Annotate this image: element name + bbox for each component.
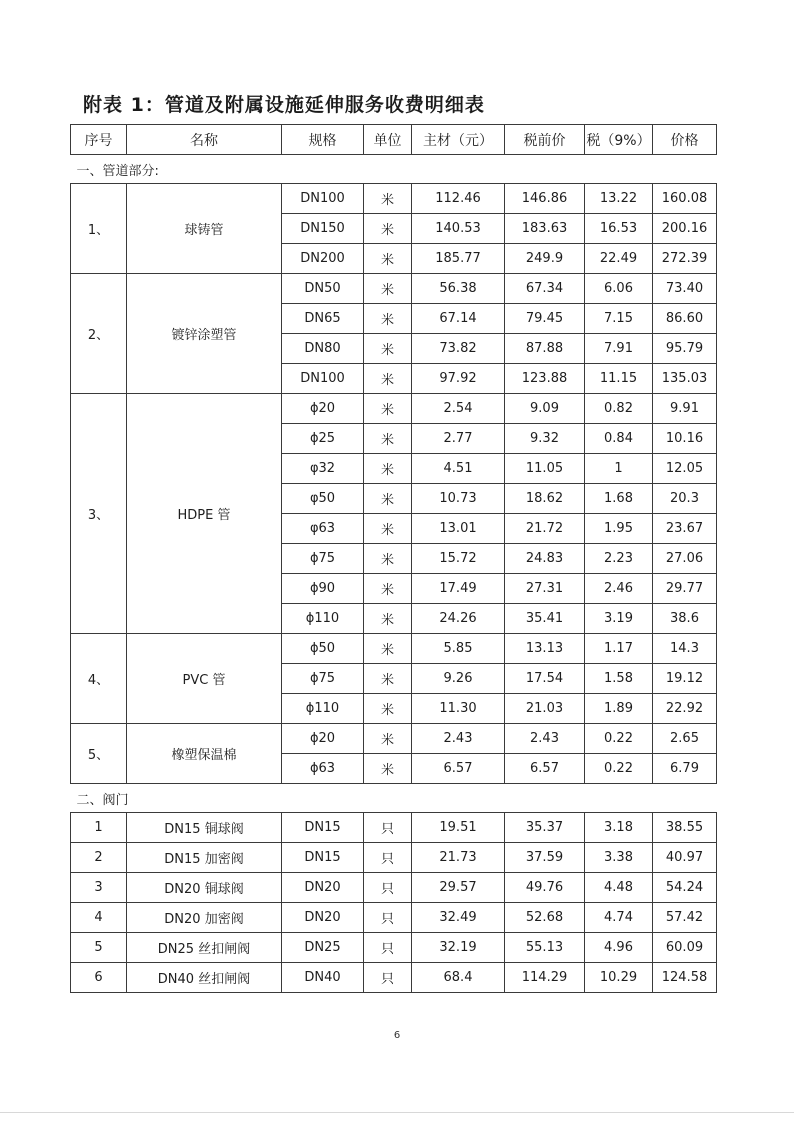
table-row — [71, 963, 717, 993]
cell-spec: DN100 — [282, 364, 364, 394]
header-tax: 税（9%） — [585, 125, 653, 155]
cell-price: 135.03 — [653, 364, 717, 394]
cell-price: 86.60 — [653, 304, 717, 334]
cell-pretax: 9.32 — [505, 424, 585, 454]
cell-unit: 米 — [364, 454, 412, 484]
cell-price: 27.06 — [653, 544, 717, 574]
cell-material: 17.49 — [412, 574, 505, 604]
cell-pretax: 35.37 — [505, 813, 585, 843]
cell-price: 14.3 — [653, 634, 717, 664]
cell-spec: ϕ20 — [282, 394, 364, 424]
table-row — [71, 634, 717, 664]
cell-pretax: 21.03 — [505, 694, 585, 724]
cell-name: DN20 铜球阀 — [127, 873, 282, 903]
cell-pretax: 21.72 — [505, 514, 585, 544]
cell-material: 9.26 — [412, 664, 505, 694]
cell-unit: 米 — [364, 634, 412, 664]
cell-tax: 4.74 — [585, 903, 653, 933]
cell-price: 95.79 — [653, 334, 717, 364]
cell-price: 12.05 — [653, 454, 717, 484]
cell-spec: φ32 — [282, 454, 364, 484]
cell-pretax: 13.13 — [505, 634, 585, 664]
cell-unit: 米 — [364, 574, 412, 604]
cell-unit: 米 — [364, 184, 412, 214]
cell-material: 15.72 — [412, 544, 505, 574]
cell-material: 11.30 — [412, 694, 505, 724]
cell-price: 29.77 — [653, 574, 717, 604]
section-title-valves: 二、阀门 — [71, 784, 717, 813]
cell-tax: 7.91 — [585, 334, 653, 364]
group-number: 1、 — [71, 184, 127, 274]
cell-unit: 米 — [364, 604, 412, 634]
group-name: 橡塑保温棉 — [127, 724, 282, 784]
cell-material: 10.73 — [412, 484, 505, 514]
cell-tax: 3.18 — [585, 813, 653, 843]
cell-name: DN25 丝扣闸阀 — [127, 933, 282, 963]
cell-tax: 11.15 — [585, 364, 653, 394]
cell-name: DN15 加密阀 — [127, 843, 282, 873]
header-seq: 序号 — [71, 125, 127, 155]
cell-spec: DN100 — [282, 184, 364, 214]
cell-seq: 2 — [71, 843, 127, 873]
cell-spec: ϕ63 — [282, 754, 364, 784]
cell-spec: ϕ110 — [282, 604, 364, 634]
group-name: HDPE 管 — [127, 394, 282, 634]
cell-tax: 4.96 — [585, 933, 653, 963]
cell-pretax: 67.34 — [505, 274, 585, 304]
cell-tax: 1.95 — [585, 514, 653, 544]
cell-price: 2.65 — [653, 724, 717, 754]
cell-pretax: 9.09 — [505, 394, 585, 424]
cell-pretax: 6.57 — [505, 754, 585, 784]
cell-price: 160.08 — [653, 184, 717, 214]
cell-unit: 只 — [364, 903, 412, 933]
cell-tax: 6.06 — [585, 274, 653, 304]
cell-unit: 米 — [364, 484, 412, 514]
cell-pretax: 35.41 — [505, 604, 585, 634]
cell-tax: 7.15 — [585, 304, 653, 334]
cell-unit: 米 — [364, 664, 412, 694]
cell-tax: 16.53 — [585, 214, 653, 244]
cell-price: 54.24 — [653, 873, 717, 903]
cell-unit: 米 — [364, 274, 412, 304]
cell-seq: 4 — [71, 903, 127, 933]
group-number: 4、 — [71, 634, 127, 724]
cell-tax: 1 — [585, 454, 653, 484]
table-row — [71, 184, 717, 214]
cell-spec: ϕ110 — [282, 694, 364, 724]
cell-price: 38.6 — [653, 604, 717, 634]
cell-unit: 只 — [364, 813, 412, 843]
cell-tax: 2.46 — [585, 574, 653, 604]
cell-pretax: 55.13 — [505, 933, 585, 963]
cell-tax: 3.19 — [585, 604, 653, 634]
cell-price: 124.58 — [653, 963, 717, 993]
cell-pretax: 49.76 — [505, 873, 585, 903]
cell-pretax: 79.45 — [505, 304, 585, 334]
group-name: 镀锌涂塑管 — [127, 274, 282, 394]
cell-spec: DN40 — [282, 963, 364, 993]
cell-spec: φ50 — [282, 484, 364, 514]
cell-spec: DN15 — [282, 813, 364, 843]
cell-pretax: 17.54 — [505, 664, 585, 694]
table-body — [71, 125, 717, 993]
cell-material: 2.43 — [412, 724, 505, 754]
cell-unit: 米 — [364, 724, 412, 754]
cell-material: 2.54 — [412, 394, 505, 424]
section-row — [71, 784, 717, 813]
cell-pretax: 123.88 — [505, 364, 585, 394]
group-name: PVC 管 — [127, 634, 282, 724]
cell-tax: 0.82 — [585, 394, 653, 424]
cell-seq: 1 — [71, 813, 127, 843]
cell-unit: 米 — [364, 514, 412, 544]
cell-price: 6.79 — [653, 754, 717, 784]
cell-material: 6.57 — [412, 754, 505, 784]
cell-tax: 1.17 — [585, 634, 653, 664]
cell-spec: DN20 — [282, 873, 364, 903]
cell-spec: ϕ25 — [282, 424, 364, 454]
section-title-pipes: 一、管道部分: — [71, 155, 717, 184]
cell-unit: 米 — [364, 694, 412, 724]
cell-price: 22.92 — [653, 694, 717, 724]
cell-price: 73.40 — [653, 274, 717, 304]
cell-price: 10.16 — [653, 424, 717, 454]
cell-material: 32.19 — [412, 933, 505, 963]
cell-tax: 0.84 — [585, 424, 653, 454]
cell-material: 29.57 — [412, 873, 505, 903]
cell-material: 73.82 — [412, 334, 505, 364]
cell-material: 67.14 — [412, 304, 505, 334]
header-row — [71, 125, 717, 155]
cell-material: 32.49 — [412, 903, 505, 933]
cell-pretax: 11.05 — [505, 454, 585, 484]
header-name: 名称 — [127, 125, 282, 155]
cell-spec: φ63 — [282, 514, 364, 544]
cell-price: 60.09 — [653, 933, 717, 963]
table-row — [71, 394, 717, 424]
cell-price: 19.12 — [653, 664, 717, 694]
cell-pretax: 18.62 — [505, 484, 585, 514]
cell-material: 21.73 — [412, 843, 505, 873]
cell-price: 38.55 — [653, 813, 717, 843]
group-name: 球铸管 — [127, 184, 282, 274]
cell-spec: ϕ50 — [282, 634, 364, 664]
table-row — [71, 813, 717, 843]
cell-material: 185.77 — [412, 244, 505, 274]
header-pretax: 税前价 — [505, 125, 585, 155]
cell-material: 19.51 — [412, 813, 505, 843]
cell-pretax: 2.43 — [505, 724, 585, 754]
cell-spec: DN50 — [282, 274, 364, 304]
cell-unit: 只 — [364, 933, 412, 963]
cell-tax: 1.58 — [585, 664, 653, 694]
cell-pretax: 37.59 — [505, 843, 585, 873]
cell-unit: 米 — [364, 304, 412, 334]
table-row — [71, 724, 717, 754]
cell-unit: 米 — [364, 424, 412, 454]
header-spec: 规格 — [282, 125, 364, 155]
table-row — [71, 274, 717, 304]
cell-spec: DN200 — [282, 244, 364, 274]
table-row — [71, 933, 717, 963]
cell-unit: 只 — [364, 843, 412, 873]
page-number: 6 — [393, 1030, 401, 1041]
cell-price: 200.16 — [653, 214, 717, 244]
cell-tax: 22.49 — [585, 244, 653, 274]
cell-pretax: 27.31 — [505, 574, 585, 604]
page-title: 附表 1：管道及附属设施延伸服务收费明细表 — [83, 94, 485, 116]
cell-tax: 0.22 — [585, 754, 653, 784]
cell-spec: DN80 — [282, 334, 364, 364]
cell-price: 23.67 — [653, 514, 717, 544]
cell-unit: 米 — [364, 754, 412, 784]
group-number: 2、 — [71, 274, 127, 394]
cell-price: 9.91 — [653, 394, 717, 424]
cell-tax: 4.48 — [585, 873, 653, 903]
cell-price: 20.3 — [653, 484, 717, 514]
cell-tax: 2.23 — [585, 544, 653, 574]
cell-name: DN15 铜球阀 — [127, 813, 282, 843]
cell-tax: 0.22 — [585, 724, 653, 754]
cell-pretax: 24.83 — [505, 544, 585, 574]
cell-material: 97.92 — [412, 364, 505, 394]
cell-material: 112.46 — [412, 184, 505, 214]
cell-spec: ϕ90 — [282, 574, 364, 604]
cell-spec: ϕ75 — [282, 544, 364, 574]
cell-pretax: 183.63 — [505, 214, 585, 244]
cell-material: 13.01 — [412, 514, 505, 544]
cell-spec: DN15 — [282, 843, 364, 873]
cell-pretax: 52.68 — [505, 903, 585, 933]
cell-unit: 米 — [364, 544, 412, 574]
cell-seq: 6 — [71, 963, 127, 993]
cell-unit: 只 — [364, 963, 412, 993]
table-row — [71, 843, 717, 873]
cell-spec: DN25 — [282, 933, 364, 963]
cell-price: 272.39 — [653, 244, 717, 274]
cell-material: 56.38 — [412, 274, 505, 304]
cell-unit: 米 — [364, 394, 412, 424]
cell-unit: 米 — [364, 244, 412, 274]
cell-material: 68.4 — [412, 963, 505, 993]
group-number: 3、 — [71, 394, 127, 634]
group-number: 5、 — [71, 724, 127, 784]
cell-material: 2.77 — [412, 424, 505, 454]
cell-name: DN20 加密阀 — [127, 903, 282, 933]
cell-name: DN40 丝扣闸阀 — [127, 963, 282, 993]
cell-spec: ϕ75 — [282, 664, 364, 694]
cell-unit: 只 — [364, 873, 412, 903]
cell-tax: 3.38 — [585, 843, 653, 873]
cell-spec: DN20 — [282, 903, 364, 933]
cell-tax: 1.89 — [585, 694, 653, 724]
cell-material: 5.85 — [412, 634, 505, 664]
cell-spec: ϕ20 — [282, 724, 364, 754]
cell-unit: 米 — [364, 334, 412, 364]
table-row — [71, 903, 717, 933]
header-unit: 单位 — [364, 125, 412, 155]
cell-material: 4.51 — [412, 454, 505, 484]
cell-material: 140.53 — [412, 214, 505, 244]
cell-seq: 5 — [71, 933, 127, 963]
cell-price: 57.42 — [653, 903, 717, 933]
cell-price: 40.97 — [653, 843, 717, 873]
cell-seq: 3 — [71, 873, 127, 903]
fee-table — [70, 124, 717, 993]
cell-material: 24.26 — [412, 604, 505, 634]
cell-tax: 1.68 — [585, 484, 653, 514]
cell-spec: DN150 — [282, 214, 364, 244]
page-edge-line — [0, 1112, 794, 1113]
cell-tax: 13.22 — [585, 184, 653, 214]
cell-pretax: 146.86 — [505, 184, 585, 214]
cell-spec: DN65 — [282, 304, 364, 334]
section-row — [71, 155, 717, 184]
cell-tax: 10.29 — [585, 963, 653, 993]
cell-pretax: 114.29 — [505, 963, 585, 993]
cell-unit: 米 — [364, 364, 412, 394]
header-material: 主材（元） — [412, 125, 505, 155]
table-row — [71, 873, 717, 903]
cell-pretax: 249.9 — [505, 244, 585, 274]
cell-pretax: 87.88 — [505, 334, 585, 364]
cell-unit: 米 — [364, 214, 412, 244]
header-price: 价格 — [653, 125, 717, 155]
